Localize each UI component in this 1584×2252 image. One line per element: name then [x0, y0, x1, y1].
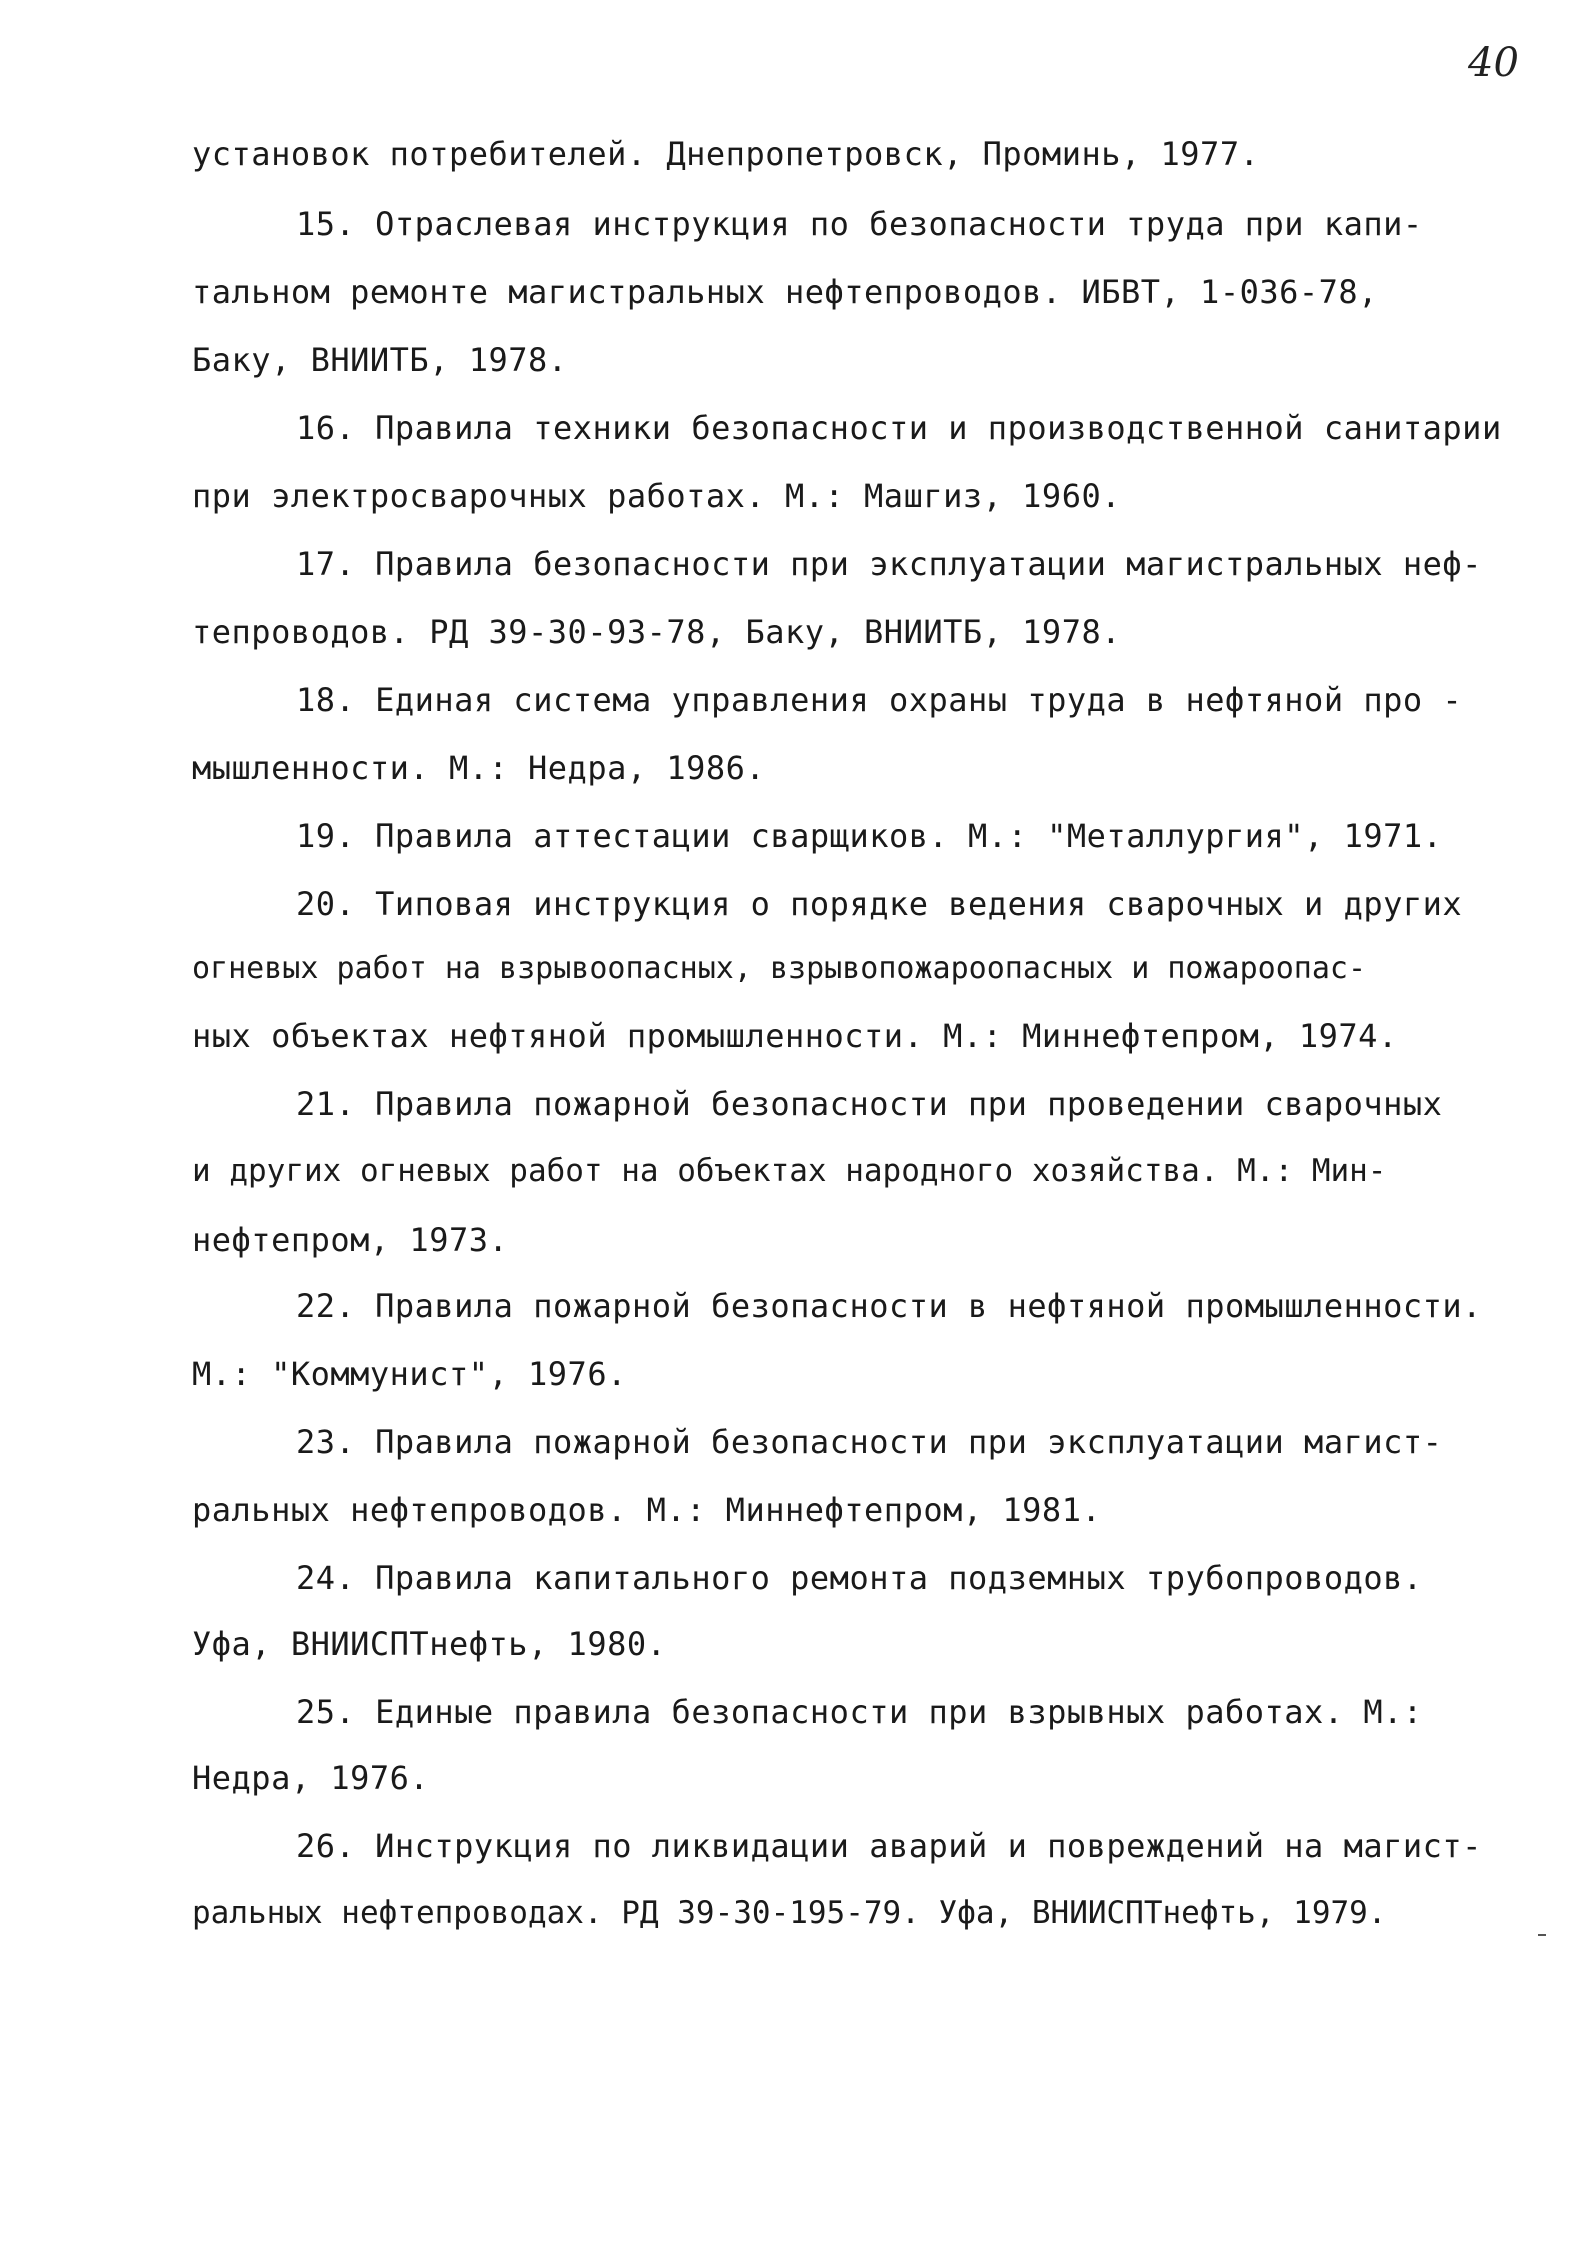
- text-line: 15. Отраслевая инструкция по безопасности труда при капи-: [296, 205, 1423, 243]
- text-line: ных объектах нефтяной промышленности. М.: Миннефтепром, 1974.: [192, 1017, 1398, 1055]
- text-line: 16. Правила техники безопасности и производственной санитарии: [296, 409, 1502, 447]
- text-line: 21. Правила пожарной безопасности при проведении сварочных: [296, 1085, 1443, 1123]
- text-line: М.: "Коммунист", 1976.: [192, 1355, 627, 1393]
- page-number: 40: [1468, 40, 1519, 86]
- text-line: при электросварочных работах. М.: Машгиз, 1960.: [192, 477, 1121, 515]
- text-line: 19. Правила аттестации сварщиков. М.: "Металлургия", 1971.: [296, 817, 1443, 855]
- text-line: 25. Единые правила безопасности при взрывных работах. М.:: [296, 1693, 1423, 1731]
- text-line: ральных нефтепроводов. М.: Миннефтепром, 1981.: [192, 1491, 1102, 1529]
- text-line: 18. Единая система управления охраны труда в нефтяной про -: [296, 681, 1463, 719]
- text-line: Недра, 1976.: [192, 1759, 430, 1797]
- text-line: установок потребителей. Днепропетровск, Проминь, 1977.: [192, 135, 1260, 173]
- text-line: Баку, ВНИИТБ, 1978.: [192, 341, 568, 379]
- text-line: тепроводов. РД 39-30-93-78, Баку, ВНИИТБ, 1978.: [192, 613, 1121, 651]
- text-line: 20. Типовая инструкция о порядке ведения сварочных и других: [296, 885, 1463, 923]
- scan-mark: [1538, 1934, 1546, 1936]
- text-line: нефтепром, 1973.: [192, 1221, 509, 1259]
- text-line: тальном ремонте магистральных нефтепроводов. ИБВТ, 1-036-78,: [192, 273, 1378, 311]
- text-line: 22. Правила пожарной безопасности в нефтяной промышленности.: [296, 1287, 1482, 1325]
- text-line: 26. Инструкция по ликвидации аварий и повреждений на магист-: [296, 1827, 1482, 1865]
- text-line: и других огневых работ на объектах народного хозяйства. М.: Мин-: [192, 1153, 1387, 1189]
- text-line: 24. Правила капитального ремонта подземных трубопроводов.: [296, 1559, 1423, 1597]
- text-line: ральных нефтепроводах. РД 39-30-195-79. Уфа, ВНИИСПТнефть, 1979.: [192, 1895, 1387, 1931]
- text-line: огневых работ на взрывоопасных, взрывопожароопасных и пожароопас-: [192, 951, 1366, 986]
- text-line: мышленности. М.: Недра, 1986.: [192, 749, 766, 787]
- text-line: 23. Правила пожарной безопасности при эксплуатации магист-: [296, 1423, 1443, 1461]
- text-line: Уфа, ВНИИСПТнефть, 1980.: [192, 1625, 667, 1663]
- text-line: 17. Правила безопасности при эксплуатации магистральных неф-: [296, 545, 1482, 583]
